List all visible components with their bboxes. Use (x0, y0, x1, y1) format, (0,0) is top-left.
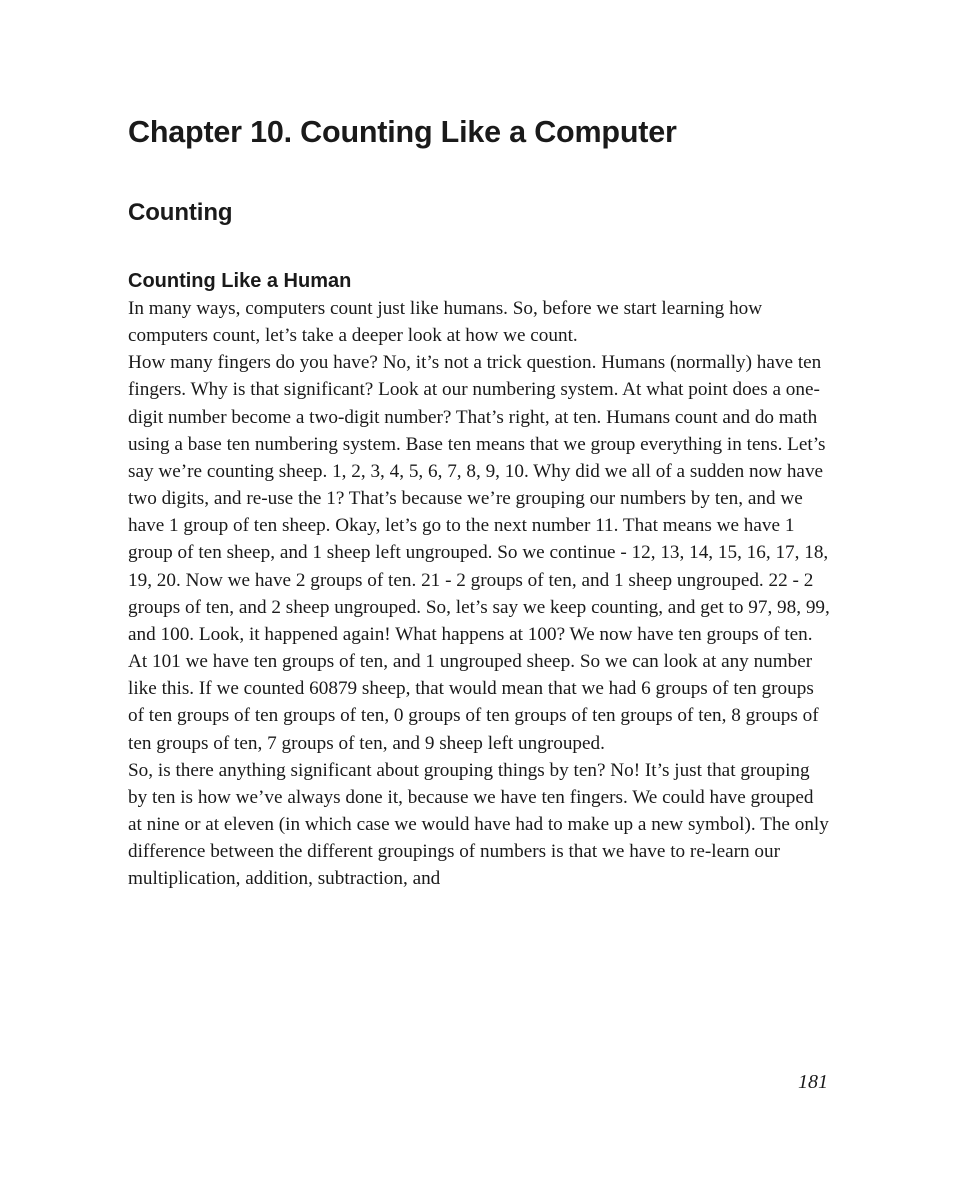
section-title: Counting (128, 199, 233, 226)
body-paragraph: How many fingers do you have? No, it’s not a trick question. Humans (normally) have ten fingers. Why is that significant? Look at our numbering system. At what point does a one-digit number become a two-digit number? That’s right, at ten. Humans count and do math using a base ten numbering system. Base ten means that we group everything in tens. Let’s say we’re counting sheep. 1, 2, 3, 4, 5, 6, 7, 8, 9, 10. Why did we all of a sudden now have two digits, and re-use the 1? That’s because we’re grouping our numbers by ten, and we have 1 group of ten sheep. Okay, let’s go to the next number 11. That means we have 1 group of ten sheep, and 1 sheep left ungrouped. So we continue - 12, 13, 14, 15, 16, 17, 18, 19, 20. Now we have 2 groups of ten. 21 - 2 groups of ten, and 1 sheep ungrouped. 22 - 2 groups of ten, and 2 sheep ungrouped. So, let’s say we keep counting, and get to 97, 98, 99, and 100. Look, it happened again! What happens at 100? We now have ten groups of ten. At 101 we have ten groups of ten, and 1 ungrouped sheep. So we can look at any number like this. If we counted 60879 sheep, that would mean that we had 6 groups of ten groups of ten groups of ten groups of ten, 0 groups of ten groups of ten groups of ten, 8 groups of ten groups of ten, 7 groups of ten, and 9 sheep left ungrouped. (128, 352, 830, 754)
body-paragraph: So, is there anything significant about grouping things by ten? No! It’s just that grouping by ten is how we’ve always done it, because we have ten fingers. We could have grouped at nine or at eleven (in which case we would have had to make up a new symbol). The only difference between the different groupings of numbers is that we have to re-learn our multiplication, addition, subtraction, and (128, 759, 829, 890)
body-paragraph: In many ways, computers count just like humans. So, before we start learning how computers count, let’s take a deeper look at how we count. (128, 298, 763, 347)
subsection-title: Counting Like a Human (128, 270, 352, 292)
page-content (128, 110, 832, 892)
page-number: 181 (798, 1071, 828, 1093)
chapter-title: Chapter 10. Counting Like a Computer (128, 115, 677, 149)
